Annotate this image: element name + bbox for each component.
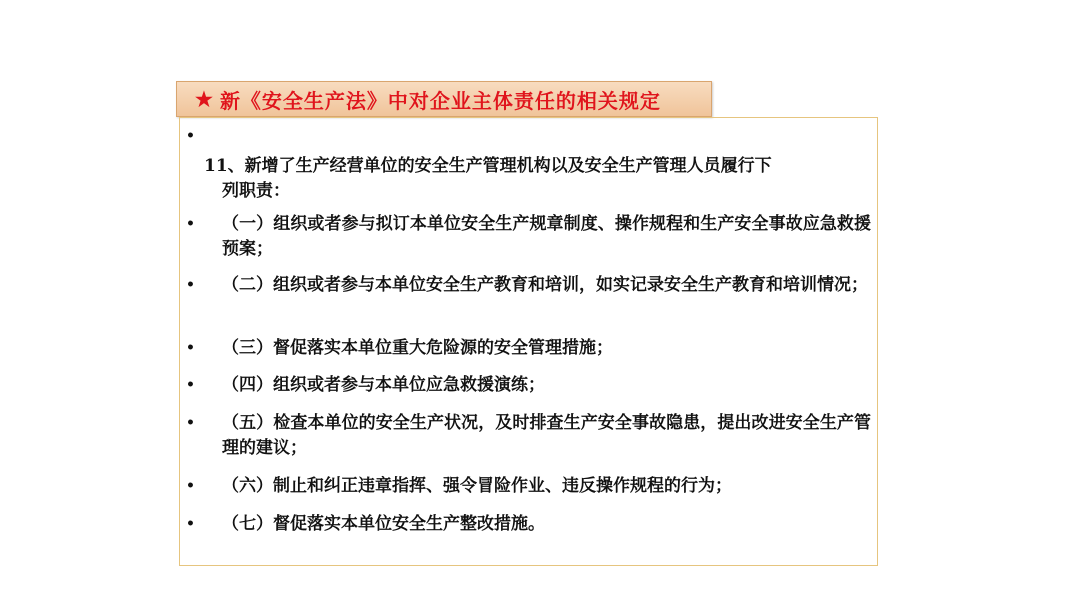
bullet: •: [186, 415, 195, 431]
item-text: （三）督促落实本单位重大危险源的安全管理措施；: [222, 338, 613, 358]
bullet: •: [186, 478, 195, 494]
item-text: （一）组织或者参与拟订本单位安全生产规章制度、操作规程和生产安全事故应急救援预案；: [222, 214, 871, 259]
item-text: （二）组织或者参与本单位安全生产教育和培训，如实记录安全生产教育和培训情况；: [222, 275, 868, 295]
bullet: •: [186, 377, 195, 393]
item-text: （五）检查本单位的安全生产状况，及时排查生产安全事故隐患，提出改进安全生产管理的建议；: [222, 413, 871, 458]
bullet: •: [186, 277, 195, 293]
item-text: （四）组织或者参与本单位应急救援演练；: [222, 375, 545, 395]
intro-line-2: 列职责：: [222, 181, 290, 201]
section-title: 新《安全生产法》中对企业主体责任的相关规定: [219, 88, 661, 113]
list-item-intro: [180, 124, 879, 201]
section-title-banner: [176, 81, 712, 117]
bullet: •: [186, 340, 195, 356]
intro-line-1: 11、新增了生产经营单位的安全生产管理机构以及安全生产管理人员履行下: [204, 156, 772, 176]
star-icon: ★: [195, 87, 214, 111]
item-text: （六）制止和纠正违章指挥、强令冒险作业、违反操作规程的行为；: [222, 476, 732, 496]
item-text: （七）督促落实本单位安全生产整改措施。: [222, 514, 545, 534]
bullet: •: [186, 128, 195, 144]
bullet: •: [186, 516, 195, 532]
bullet: •: [186, 216, 195, 232]
content-box: [179, 117, 878, 566]
